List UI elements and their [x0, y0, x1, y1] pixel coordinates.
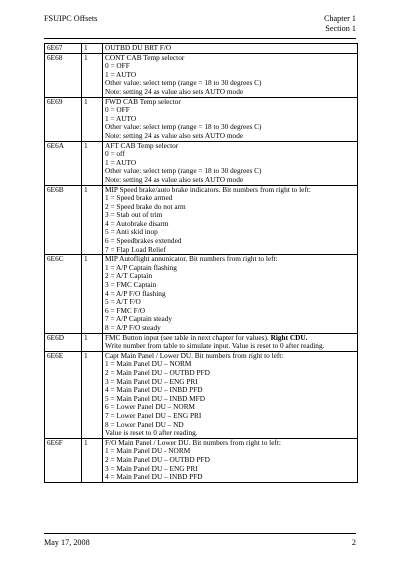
description-line — [105, 62, 355, 71]
description-line — [105, 176, 355, 185]
chapter-label: Chapter 1 — [323, 14, 356, 23]
description-cell — [103, 438, 358, 482]
description-text: 1 = AUTO — [105, 157, 137, 167]
description-text: 6 = Speedbrakes extended — [105, 236, 182, 246]
page-header — [44, 12, 356, 40]
description-text: 0 = OFF — [105, 105, 130, 115]
description-text: 4 = Main Panel DU – INBD PFD — [105, 385, 203, 395]
description-line — [105, 44, 355, 53]
table-row — [45, 438, 358, 482]
description-text: 6 = FMC F/O — [105, 305, 146, 315]
description-text: 4 = Autobrake disarm — [105, 218, 169, 228]
table-row — [45, 255, 358, 333]
offset-cell: 6E69 — [45, 97, 82, 141]
size-cell: 1 — [82, 185, 103, 255]
offset-cell: 6E67 — [45, 44, 82, 54]
description-line — [105, 429, 355, 438]
description-text: MIP Autoflight annunicator. Bit numbers from right to left: — [105, 254, 278, 264]
description-text: 7 = A/P Captain steady — [105, 314, 173, 324]
description-text: F/O Main Panel / Lower DU. Bit numbers from right to left: — [105, 437, 281, 447]
description-text: 1 = Speed brake armed — [105, 193, 173, 203]
offset-cell: 6E6B — [45, 185, 82, 255]
description-cell — [103, 97, 358, 141]
description-text: 1 = AUTO — [105, 113, 137, 123]
size-cell: 1 — [82, 97, 103, 141]
description-line — [105, 106, 355, 115]
description-text: CONT CAB Temp selector — [105, 52, 185, 62]
description-text: 3 = Main Panel DU – ENG PRI — [105, 376, 198, 386]
offsets-table-body — [45, 44, 358, 483]
description-text: MIP Speed brake/auto brake indicators. Bit numbers from right to left: — [105, 184, 311, 194]
footer-divider — [44, 533, 356, 534]
header-divider — [44, 38, 356, 39]
page-number: 2 — [351, 538, 356, 547]
description-text: Write number from table to simulate input. Value is reset to 0 after reading. — [105, 341, 325, 351]
description-text: 1 = Main Panel DU - NORM — [105, 446, 191, 456]
description-text: 1 = AUTO — [105, 69, 137, 79]
description-text: 5 = A/T F/O — [105, 297, 141, 307]
size-cell: 1 — [82, 333, 103, 351]
description-line — [105, 324, 355, 333]
description-text: Note: setting 24 as value also sets AUTO mode — [105, 174, 244, 184]
size-cell: 1 — [82, 53, 103, 97]
description-line — [105, 246, 355, 255]
description-cell — [103, 185, 358, 255]
description-text: FMC Button input (see table in next chapter for values). — [105, 332, 269, 342]
size-cell: 1 — [82, 351, 103, 438]
description-text: 3 = FMC Captain — [105, 280, 157, 290]
offset-cell: 6E6C — [45, 255, 82, 333]
description-text: 8 = A/P F/O steady — [105, 323, 161, 332]
description-line — [105, 54, 355, 63]
description-text: Capt Main Panel / Lower DU. Bit numbers from right to left: — [105, 350, 284, 360]
description-line — [105, 150, 355, 159]
description-line — [105, 142, 355, 151]
description-line — [105, 290, 355, 299]
offset-cell: 6E6A — [45, 141, 82, 185]
doc-title: FSUIPC Offsets — [44, 14, 98, 23]
section-label: Section 1 — [325, 24, 356, 33]
description-text: 3 = Stab out of trim — [105, 210, 163, 220]
description-cell — [103, 255, 358, 333]
description-cell — [103, 53, 358, 97]
description-line — [105, 132, 355, 141]
table-row — [45, 351, 358, 438]
description-text: OUTBD DU BRT F/O — [105, 43, 172, 52]
table-row — [45, 97, 358, 141]
table-row — [45, 333, 358, 351]
description-text: Note: setting 24 as value also sets AUTO mode — [105, 130, 244, 140]
description-text: 2 = Main Panel DU – OUTBD PFD — [105, 454, 210, 464]
description-text: 5 = Anti skid inop — [105, 227, 158, 237]
description-text: 6 = Lower Panel DU – NORM — [105, 402, 196, 412]
size-cell: 1 — [82, 438, 103, 482]
table-row — [45, 44, 358, 54]
table-row — [45, 185, 358, 255]
description-text: Other value: select temp (range = 18 to 30 degrees C) — [105, 166, 262, 176]
offset-cell: 6E6E — [45, 351, 82, 438]
description-text: 3 = Main Panel DU – ENG PRI — [105, 463, 198, 473]
description-text: 4 = A/P F/O flashing — [105, 288, 166, 298]
size-cell: 1 — [82, 141, 103, 185]
offset-cell: 6E6F — [45, 438, 82, 482]
offsets-table — [44, 43, 358, 483]
offset-cell: 6E6D — [45, 333, 82, 351]
size-cell: 1 — [82, 255, 103, 333]
description-text: 0 = OFF — [105, 61, 130, 71]
description-cell — [103, 351, 358, 438]
description-cell — [103, 333, 358, 351]
chapter-section — [324, 14, 356, 34]
description-text: 8 = Lower Panel DU – ND — [105, 419, 184, 429]
description-text: Other value: select temp (range = 18 to 30 degrees C) — [105, 78, 262, 88]
description-text: 2 = Speed brake do not arm — [105, 201, 186, 211]
description-text: 1 = A/P Captain flashing — [105, 262, 177, 272]
description-cell — [103, 141, 358, 185]
description-text: 7 = Flap Load Relief — [105, 244, 166, 254]
description-text: 5 = Main Panel DU – INBD MFD — [105, 393, 205, 403]
description-line — [105, 88, 355, 97]
table-row — [45, 53, 358, 97]
description-text: 1 = Main Panel DU – NORM — [105, 359, 192, 369]
bold-note: Right CDU. — [270, 332, 308, 342]
description-text: 4 = Main Panel DU – INBD PFD — [105, 472, 203, 482]
size-cell: 1 — [82, 44, 103, 54]
description-line — [105, 473, 355, 482]
description-text: FWD CAB Temp selector — [105, 96, 181, 106]
footer-date: May 17, 2008 — [44, 538, 90, 547]
description-text: Other value: select temp (range = 18 to 30 degrees C) — [105, 122, 262, 132]
description-text: 2 = Main Panel DU – OUTBD PFD — [105, 367, 210, 377]
table-row — [45, 141, 358, 185]
description-text: Value is reset to 0 after reading. — [105, 428, 198, 438]
description-text: AFT CAB Temp selector — [105, 140, 179, 150]
offset-cell: 6E68 — [45, 53, 82, 97]
description-text: 0 = off — [105, 149, 125, 159]
description-text: Note: setting 24 as value also sets AUTO mode — [105, 86, 244, 96]
description-text: 7 = Lower Panel DU – ENG PRI — [105, 410, 202, 420]
description-text: 2 = A/T Captain — [105, 271, 153, 281]
description-line — [105, 342, 355, 351]
description-line — [105, 98, 355, 107]
